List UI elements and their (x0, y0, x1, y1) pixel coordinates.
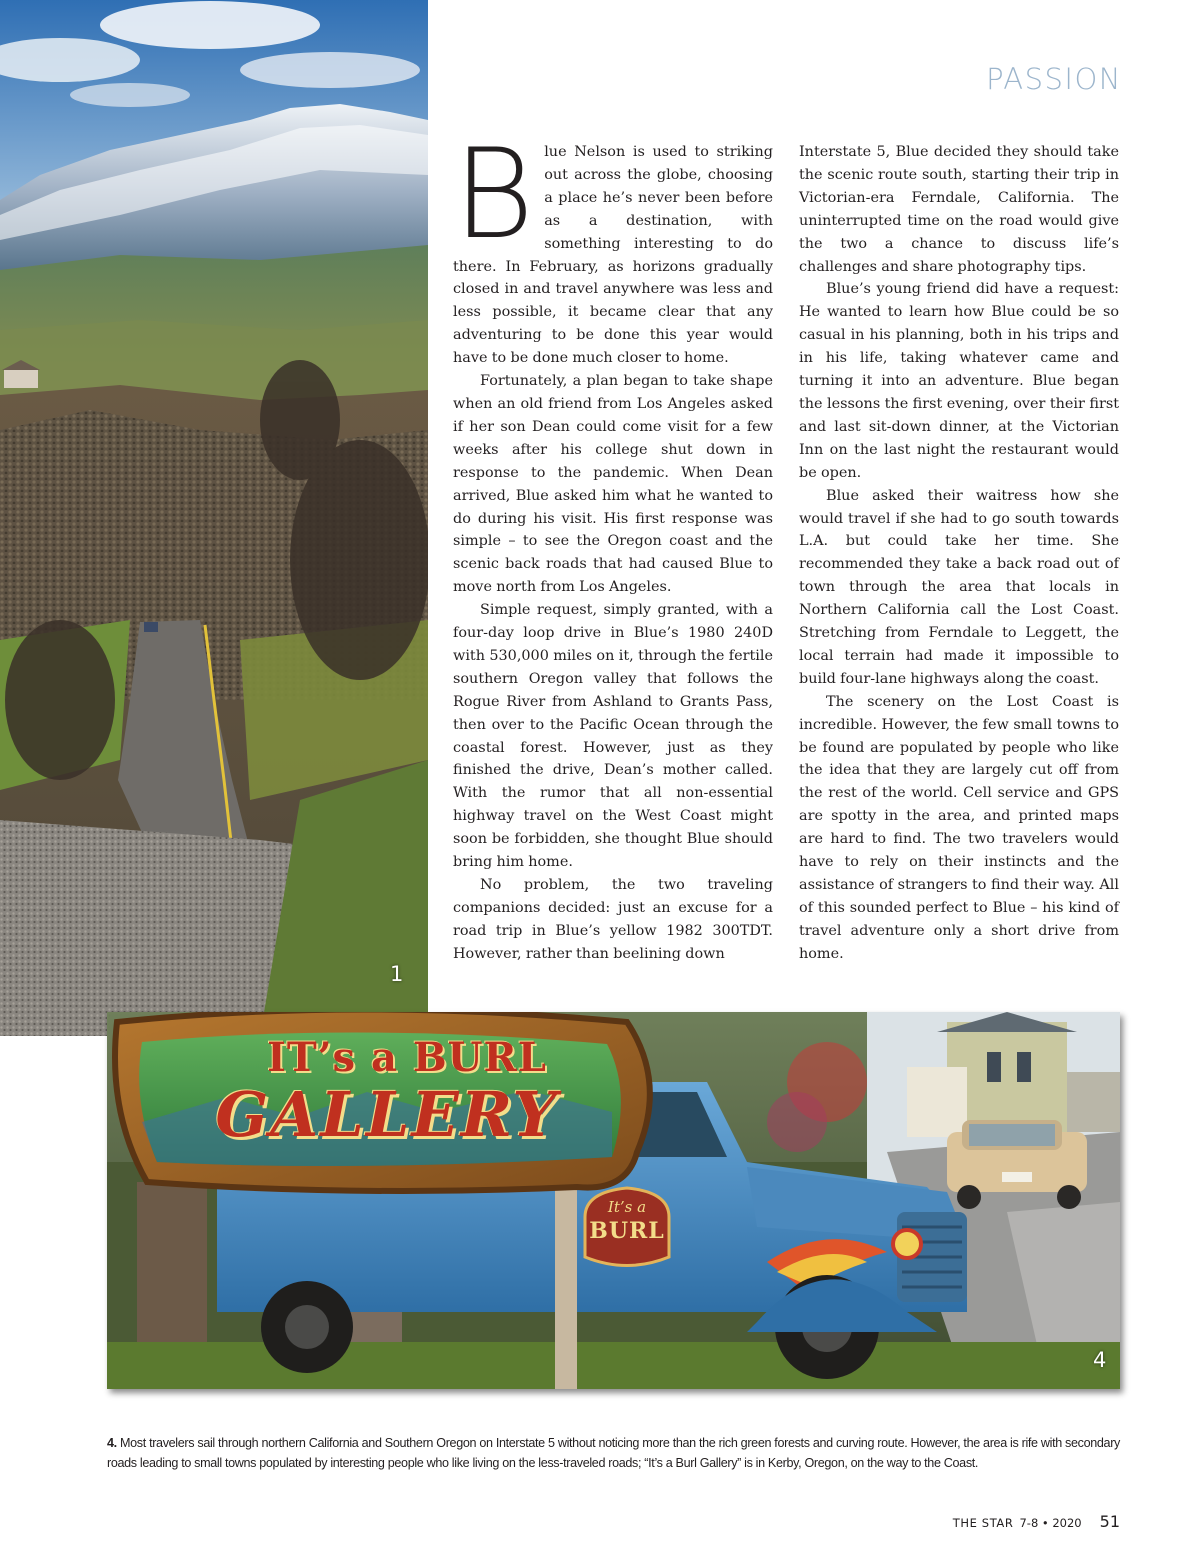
photo-number: 1 (390, 962, 404, 986)
caption-number: 4. (107, 1436, 117, 1450)
drop-cap: B (453, 123, 535, 267)
paragraph: Interstate 5, Blue decided they should take the scenic route south, starting their trip in Victorian-era Ferndale, California. The uninterrupted time on the road would give the two a chance to discuss life’s challenges and share photography tips. (799, 144, 1119, 275)
paragraph: Blue’s young friend did have a request: He wanted to learn how Blue could be so casual in his planning, both in his trips and in his life, taking whatever came and turning it into an adventure. Blue began the lessons the first evening, over their first and last sit-down dinner, at the Victorian Inn on the last night the restaurant would be open. (799, 281, 1119, 481)
issue-date: 7-8 • 2020 (1019, 1516, 1082, 1530)
photo-caption (107, 1434, 1120, 1473)
door-emblem-line-1: It’s a (607, 1198, 647, 1216)
paragraph: Simple request, simply granted, with a four-day loop drive in Blue’s 1980 240D with 530,000 miles on it, through the fertile southern Oregon valley that follows the Rogue River from Ashland to Grants Pass, then over to the Pacific Ocean through the coastal forest. However, just as they finished the drive, Dean’s mother called. With the rumor that all non-essential highway travel on the West Coast might soon be forbidden, she thought Blue should bring him home. (453, 602, 773, 871)
paragraph: Fortunately, a plan began to take shape when an old friend from Los Angeles asked if her son Dean could come visit for a few weeks after his college shut down in response to the pandemic. When Dean arrived, Blue asked him what he wanted to do during his visit. His first response was simple – to see the Oregon coast and the scenic back roads that had caused Blue to move north from Los Angeles. (453, 373, 773, 596)
article-column-left (453, 123, 773, 966)
page-number: 51 (1099, 1512, 1120, 1531)
paragraph-text: lue Nelson is used to striking out across the globe, choosing a place he’s never been before as a destination, with something interesting to do there. In February, as horizons gradually closed in and travel anywhere was less and less possible, it became clear that any adventuring to be done this year would have to be done much closer to home. (453, 144, 773, 367)
article-column-right (799, 141, 1119, 966)
caption-text: Most travelers sail through northern California and Southern Oregon on Interstate 5 without noticing more than the rich green forests and curving route. However, the area is rife with secondary roads leading to small towns populated by interesting people who like living on the less-traveled roads; “It’s a Burl Gallery” is in Kerby, Oregon, on the way to the Coast. (107, 1436, 1121, 1470)
paragraph: Blue asked their waitress how she would travel if she had to go south towards L.A. but could take her time. She recommended they take a back road out of town through the area that locals in Northern California call the Lost Coast. Stretching from Ferndale to Leggett, the local terrain had made it impossible to build four-lane highways along the coast. (799, 487, 1119, 687)
photo-number: 4 (1093, 1348, 1107, 1372)
magazine-name: THE STAR (952, 1516, 1014, 1530)
landscape-illustration (0, 0, 428, 1036)
section-head: PASSION (986, 62, 1122, 96)
photo-oregon-valley-road (0, 0, 428, 1036)
folio (953, 1512, 1120, 1531)
paragraph: No problem, the two traveling companions decided: just an excuse for a road trip in Blue’s yellow 1982 300TDT. However, rather than beelining down (453, 877, 773, 962)
sign-line-1: IT’s a BURL (267, 1034, 547, 1081)
sign-line-2: GALLERY (215, 1078, 559, 1151)
paragraph (453, 123, 773, 370)
photo-burl-gallery-truck (107, 1012, 1120, 1389)
paragraph: The scenery on the Lost Coast is incredible. However, the few small towns to be found are populated by people who like the idea that they are largely cut off from the rest of the world. Cell service and GPS are spotty in the area, and printed maps are hard to find. The two travelers would have to rely on their instincts and the assistance of strangers to find their way. All of this sounded perfect to Blue – his kind of travel adventure only a short drive from home. (799, 693, 1119, 962)
door-emblem-line-2: BURL (589, 1218, 665, 1244)
